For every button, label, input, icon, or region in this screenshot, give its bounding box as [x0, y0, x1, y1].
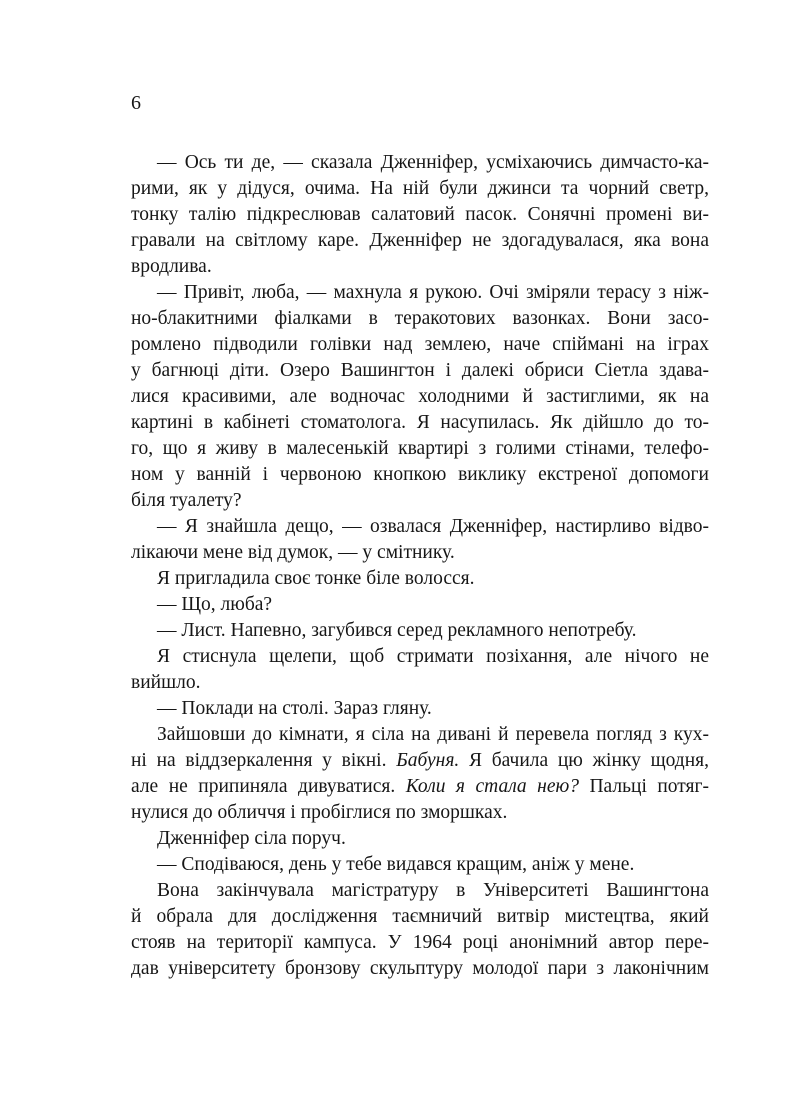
- text-line: дав університету бронзову скульптуру молодої пари з лаконічним: [131, 958, 709, 979]
- paragraph: [131, 514, 709, 566]
- text-line: — Що, люба?: [157, 594, 273, 615]
- text-line: — Поклади на столі. Зараз гляну.: [157, 698, 432, 719]
- text-line: ромлено підводили голівки над землею, наче спіймані на іграх: [131, 334, 709, 355]
- italic-phrase: Коли я стала нею?: [405, 776, 579, 797]
- text-line: й обрала для дослідження таємничий витвір мистецтва, який: [131, 906, 709, 927]
- paragraph: [131, 592, 709, 618]
- text-line: Зайшовши до кімнати, я сіла на дивані й перевела погляд з кух-: [157, 724, 709, 745]
- text-segment: ні на віддзеркалення у вікні.: [131, 750, 397, 771]
- text-line: гравали на світлому каре. Дженніфер не здогадувалася, яка вона: [131, 230, 709, 251]
- text-line: лися красивими, але водночас холодними й застиглими, як на: [131, 386, 709, 407]
- text-line: вийшло.: [131, 672, 201, 693]
- text-line: картині в кабінеті стоматолога. Я насупилась. Як дійшло до то-: [131, 412, 709, 433]
- text-line: Дженніфер сіла поруч.: [157, 828, 346, 849]
- text-line: біля туалету?: [131, 490, 242, 511]
- text-line: стояв на території кампуса. У 1964 році анонімний автор пере-: [131, 932, 709, 953]
- text-segment: Пальці потяг-: [579, 776, 709, 797]
- paragraph: [131, 878, 709, 982]
- page-number: 6: [131, 92, 141, 114]
- page-text: [131, 150, 709, 982]
- text-line: [131, 774, 709, 800]
- paragraph: [131, 280, 709, 514]
- paragraph: [131, 696, 709, 722]
- paragraph: [131, 618, 709, 644]
- text-line: рими, як у дідуся, очима. На ній були джинси та чорний светр,: [131, 178, 709, 199]
- paragraph: [131, 852, 709, 878]
- text-line: но-блакитними фіалками в теракотових вазонках. Вони засо-: [131, 308, 709, 329]
- text-line: тонку талію підкреслював салатовий пасок. Сонячні промені ви-: [131, 204, 709, 225]
- paragraph: [131, 150, 709, 280]
- text-line: у багнюці діти. Озеро Вашингтон і далекі обриси Сіетла здава-: [131, 360, 709, 381]
- text-line: лікаючи мене від думок, — у смітнику.: [131, 542, 455, 563]
- paragraph: [131, 722, 709, 826]
- text-segment: Я бачила цю жінку щодня,: [459, 750, 709, 771]
- italic-phrase: Бабуня.: [396, 750, 460, 771]
- text-line: — Я знайшла дещо, — озвалася Дженніфер, настирливо відво-: [157, 516, 709, 537]
- paragraph: [131, 566, 709, 592]
- text-segment: але не припиняла дивуватися.: [131, 776, 406, 797]
- text-line: — Привіт, люба, — махнула я рукою. Очі зміряли терасу з ніж-: [157, 282, 709, 303]
- text-line: вродлива.: [131, 256, 212, 277]
- text-line: го, що я живу в малесенькій квартирі з голими стінами, телефо-: [131, 438, 709, 459]
- paragraph: [131, 644, 709, 696]
- text-line: [131, 748, 709, 774]
- text-line: Я пригладила своє тонке біле волосся.: [157, 568, 475, 589]
- text-line: ном у ванній і червоною кнопкою виклику екстреної допомоги: [131, 464, 709, 485]
- text-line: — Ось ти де, — сказала Дженніфер, усміхаючись димчасто-ка-: [157, 152, 709, 173]
- text-line: — Лист. Напевно, загубився серед рекламного непотребу.: [157, 620, 637, 641]
- text-line: Я стиснула щелепи, щоб стримати позіхання, але нічого не: [157, 646, 709, 667]
- text-line: Вона закінчувала магістратуру в Університеті Вашингтона: [157, 880, 709, 901]
- text-line: — Сподіваюся, день у тебе видався кращим, аніж у мене.: [157, 854, 635, 875]
- text-line: нулися до обличчя і пробіглися по зморшках.: [131, 802, 508, 823]
- paragraph: [131, 826, 709, 852]
